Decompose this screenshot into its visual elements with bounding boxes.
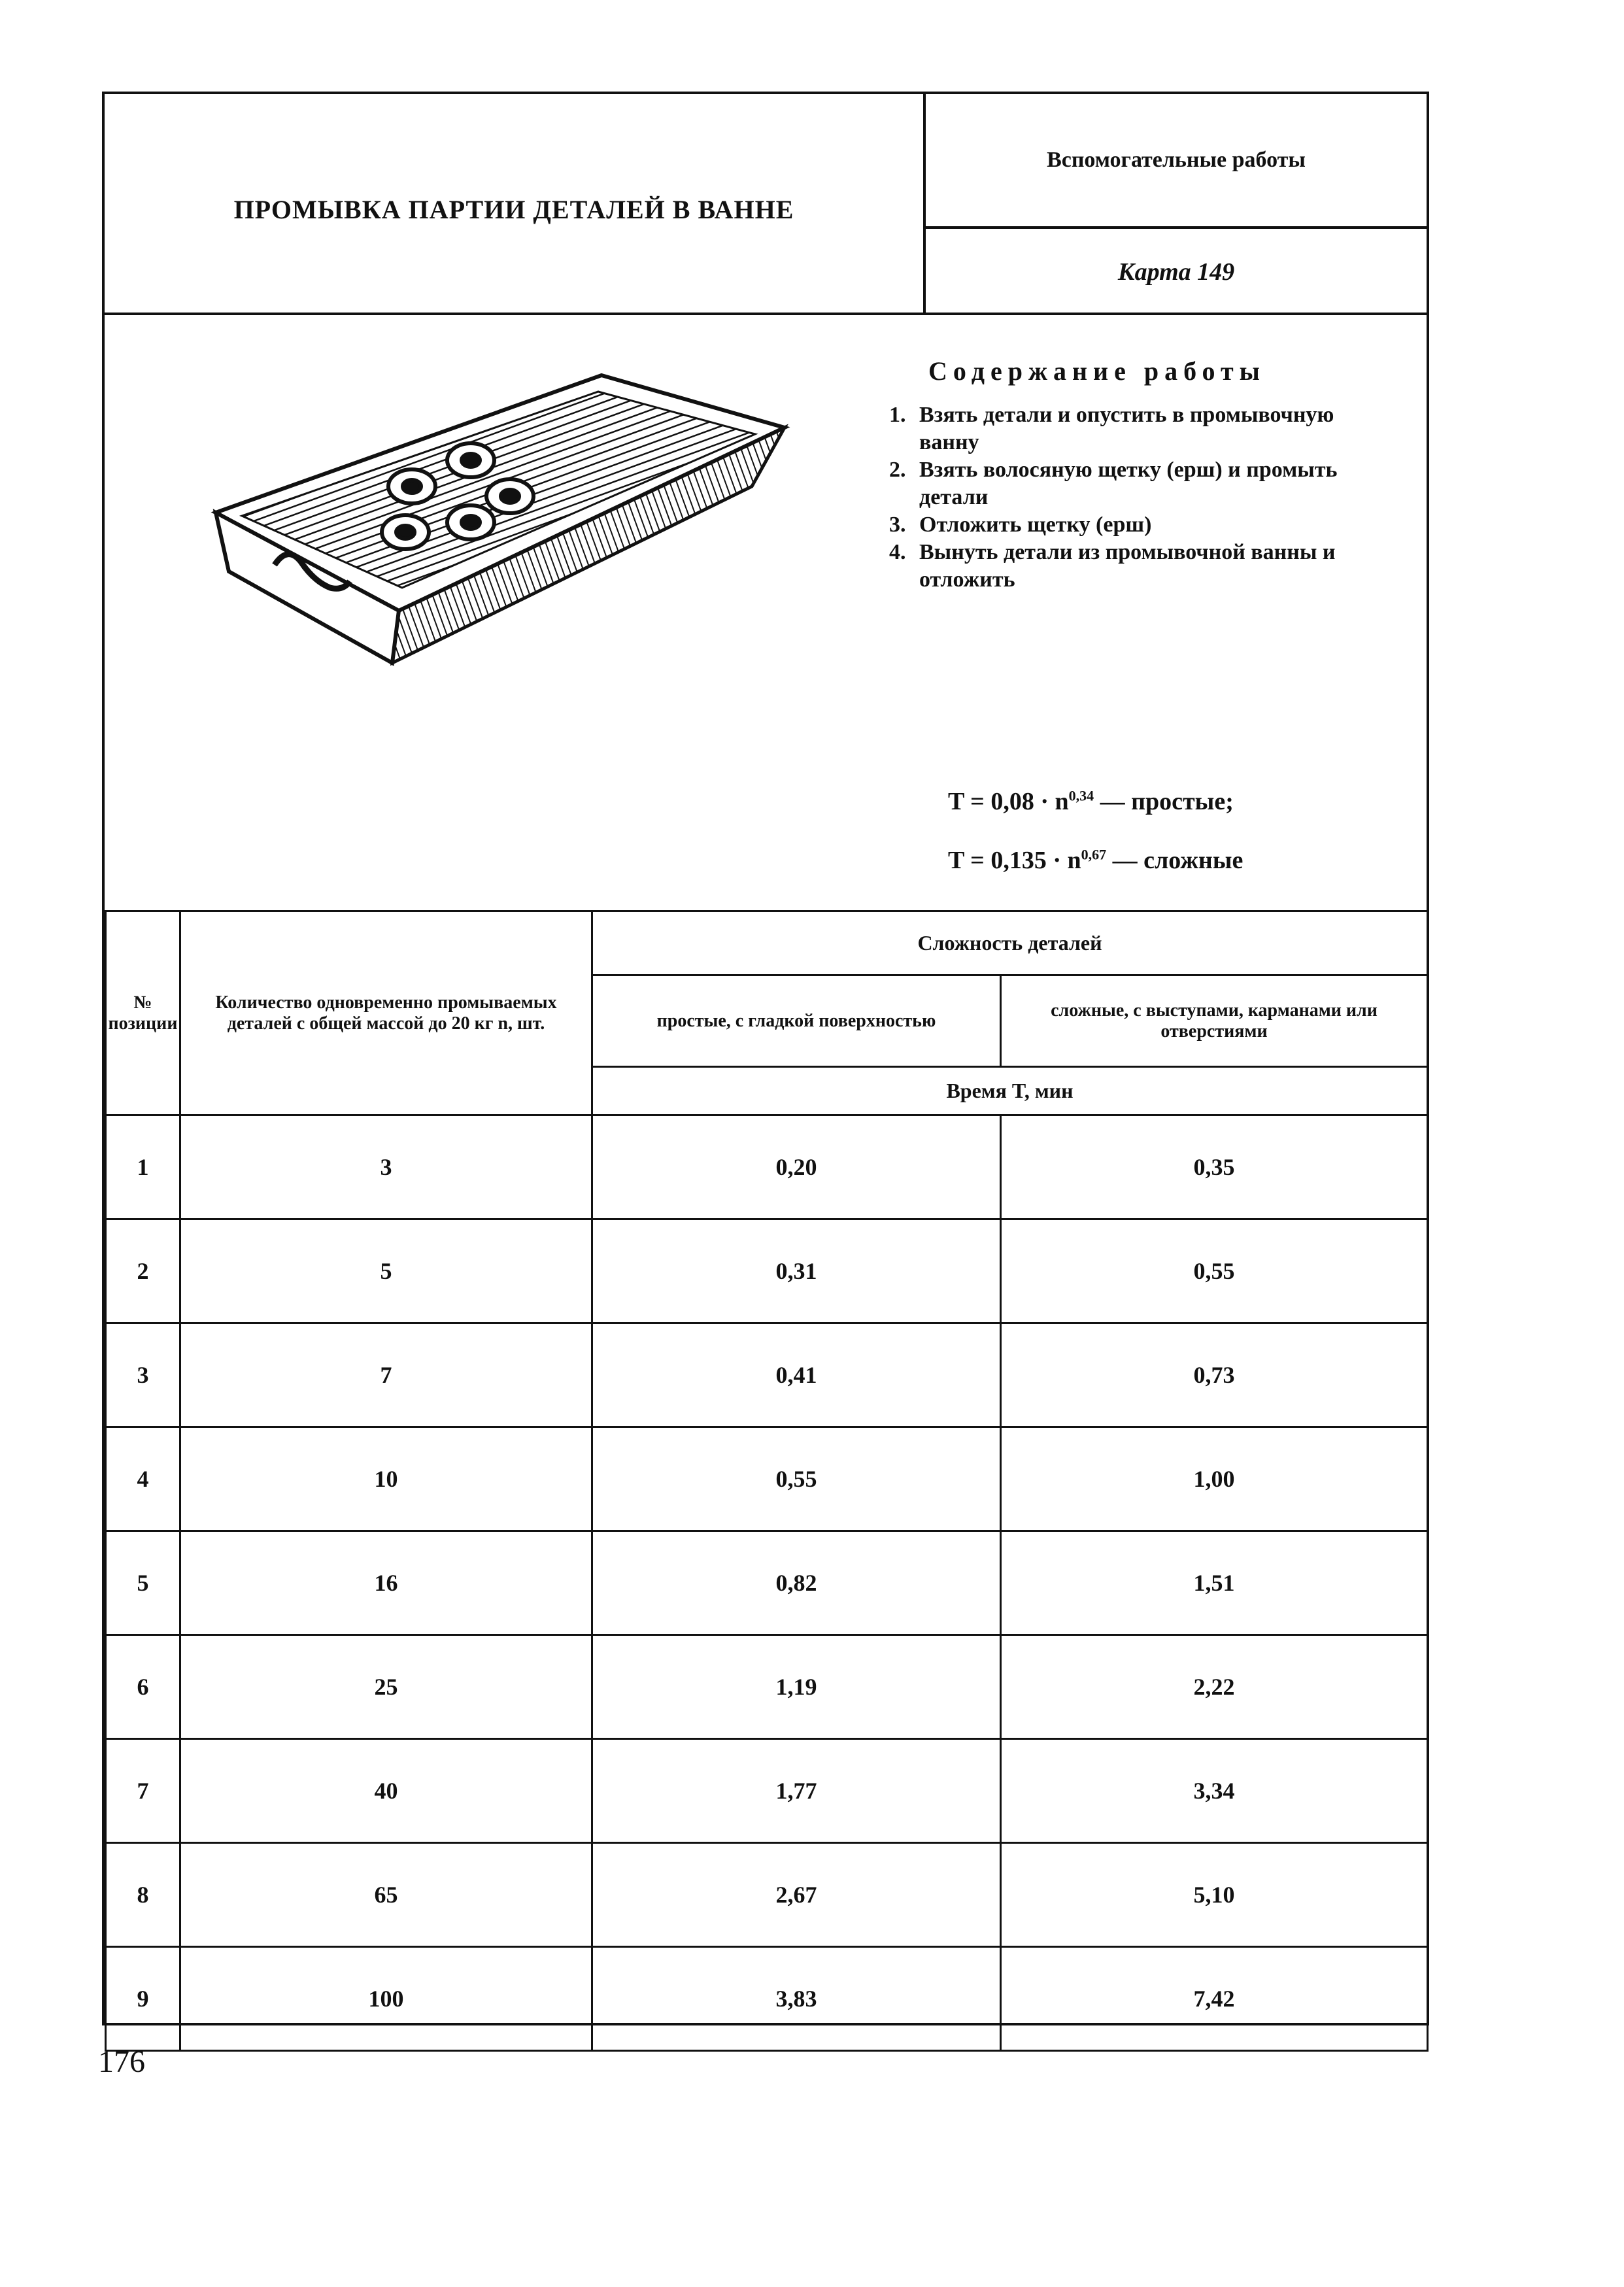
cell-time-complex: 0,73 xyxy=(1001,1323,1428,1427)
cell-time-complex: 7,42 xyxy=(1001,1947,1428,2051)
formula-exponent: 0,67 xyxy=(1081,846,1107,863)
table-row xyxy=(106,1635,1428,1739)
cell-time-simple: 0,20 xyxy=(592,1115,1001,1219)
header-simple-parts: простые, с гладкой поверхностью xyxy=(592,975,1001,1067)
table-row xyxy=(106,1947,1428,2051)
cell-quantity: 65 xyxy=(180,1843,592,1947)
cell-time-simple: 1,77 xyxy=(592,1739,1001,1843)
cell-time-complex: 0,35 xyxy=(1001,1115,1428,1219)
work-step xyxy=(889,511,1386,539)
cell-position: 5 xyxy=(106,1531,180,1635)
formula-rhs: — простые; xyxy=(1094,788,1234,815)
cell-time-simple: 0,55 xyxy=(592,1427,1001,1531)
card-frame xyxy=(102,92,1429,2025)
cell-time-simple: 2,67 xyxy=(592,1843,1001,1947)
page-number: 176 xyxy=(98,2044,145,2079)
work-step-number: 3. xyxy=(889,513,906,537)
cell-time-simple: 1,19 xyxy=(592,1635,1001,1739)
card-number-cell xyxy=(926,229,1427,315)
cell-position: 9 xyxy=(106,1947,180,2051)
work-step-number: 2. xyxy=(889,458,906,482)
work-steps-list xyxy=(889,401,1386,594)
work-step xyxy=(889,539,1386,594)
header-complexity-group: Сложность деталей xyxy=(592,911,1428,975)
work-step-number: 1. xyxy=(889,403,906,427)
formula-simple xyxy=(948,787,1234,816)
cell-time-complex: 5,10 xyxy=(1001,1843,1428,1947)
table-row xyxy=(106,1219,1428,1323)
header-time: Время T, мин xyxy=(592,1067,1428,1115)
cell-quantity: 10 xyxy=(180,1427,592,1531)
table-row xyxy=(106,1843,1428,1947)
header-position-number: № позиции xyxy=(106,911,180,1115)
cell-time-simple: 0,41 xyxy=(592,1323,1001,1427)
work-step-number: 4. xyxy=(889,540,906,564)
cell-quantity: 7 xyxy=(180,1323,592,1427)
formula-rhs: — сложные xyxy=(1106,847,1243,874)
cell-position: 7 xyxy=(106,1739,180,1843)
work-category: Вспомогательные работы xyxy=(1047,148,1306,172)
table-row xyxy=(106,1739,1428,1843)
card-number: Карта 149 xyxy=(1117,258,1235,286)
cell-position: 3 xyxy=(106,1323,180,1427)
cell-time-complex: 2,22 xyxy=(1001,1635,1428,1739)
table-row xyxy=(106,1531,1428,1635)
table-row xyxy=(106,1323,1428,1427)
work-step-text: Взять волосяную щетку (ерш) и промыть детали xyxy=(919,458,1338,509)
washing-tray-with-parts-icon xyxy=(196,349,804,689)
work-step-text: Взять детали и опустить в промывочную ванну xyxy=(919,403,1334,454)
table-row xyxy=(106,1115,1428,1219)
cell-position: 1 xyxy=(106,1115,180,1219)
work-step xyxy=(889,456,1386,511)
cell-position: 2 xyxy=(106,1219,180,1323)
category-cell xyxy=(926,94,1427,229)
cell-time-complex: 1,00 xyxy=(1001,1427,1428,1531)
cell-quantity: 16 xyxy=(180,1531,592,1635)
cell-time-complex: 0,55 xyxy=(1001,1219,1428,1323)
cell-time-simple: 0,31 xyxy=(592,1219,1001,1323)
formula-complex xyxy=(948,846,1243,875)
cell-quantity: 5 xyxy=(180,1219,592,1323)
work-step xyxy=(889,401,1386,456)
cell-position: 4 xyxy=(106,1427,180,1531)
formula-exponent: 0,34 xyxy=(1068,787,1094,804)
cell-position: 6 xyxy=(106,1635,180,1739)
work-content-heading: Содержание работы xyxy=(928,356,1266,386)
header-quantity: Количество одновременно промываемых деталей с общей массой до 20 кг n, шт. xyxy=(180,911,592,1115)
cell-quantity: 40 xyxy=(180,1739,592,1843)
cell-quantity: 3 xyxy=(180,1115,592,1219)
time-norms-table xyxy=(105,910,1429,2052)
cell-quantity: 100 xyxy=(180,1947,592,2051)
cell-position: 8 xyxy=(106,1843,180,1947)
table-row xyxy=(106,1427,1428,1531)
cell-quantity: 25 xyxy=(180,1635,592,1739)
work-step-text: Вынуть детали из промывочной ванны и отложить xyxy=(919,540,1336,592)
cell-time-simple: 3,83 xyxy=(592,1947,1001,2051)
cell-time-simple: 0,82 xyxy=(592,1531,1001,1635)
cell-time-complex: 1,51 xyxy=(1001,1531,1428,1635)
header-complex-parts: сложные, с выступами, карманами или отверстиями xyxy=(1001,975,1428,1067)
document-title: ПРОМЫВКА ПАРТИИ ДЕТАЛЕЙ В ВАННЕ xyxy=(233,194,794,224)
cell-time-complex: 3,34 xyxy=(1001,1739,1428,1843)
formula-lhs: T = 0,08 · n xyxy=(948,788,1069,815)
formula-lhs: T = 0,135 · n xyxy=(948,847,1081,874)
header-divider xyxy=(105,313,1427,315)
work-step-text: Отложить щетку (ерш) xyxy=(919,513,1152,537)
title-cell xyxy=(105,94,926,315)
